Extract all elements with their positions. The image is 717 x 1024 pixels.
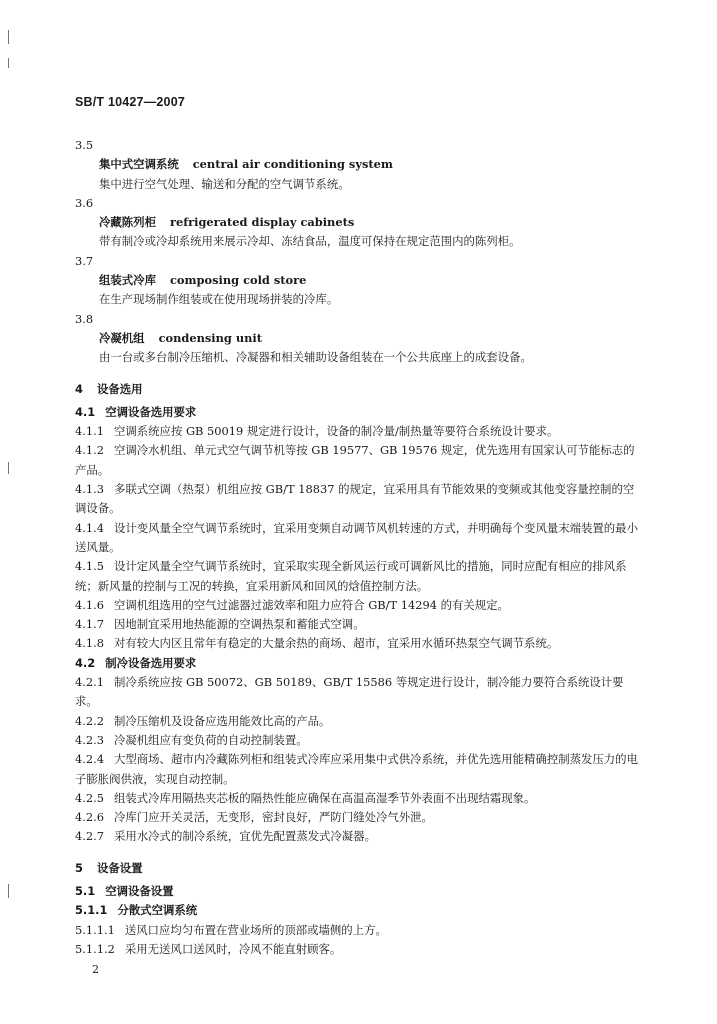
clause-text: 多联式空调（热泵）机组应按 GB/T 18837 的规定，宜采用具有节能效果的变频或其他变容量控制的空调设备。 — [75, 482, 635, 516]
clause-number: 4.2.7 — [75, 829, 104, 844]
clause-text: 组装式冷库用隔热夹芯板的隔热性能应确保在高温高湿季节外表面不出现结霜现象。 — [113, 790, 536, 805]
subsection-title: 制冷设备选用要求 — [105, 655, 197, 670]
clause-text: 冷库门应开关灵活，无变形，密封良好，严防门缝处冷气外泄。 — [113, 810, 433, 825]
clause — [75, 634, 645, 653]
clause — [75, 789, 645, 808]
term-definition: 由一台或多台制冷压缩机、冷凝器和相关辅助设备组装在一个公共底座上的成套设备。 — [99, 350, 532, 365]
term-number: 3.5 — [75, 138, 94, 152]
clause-number: 4.1.1 — [75, 424, 104, 439]
clause-text: 大型商场、超市内冷藏陈列柜和组装式冷库应采用集中式供冷系统，并优先选用能精确控制蒸发压力的电子膨胀阀供液，实现自动控制。 — [75, 752, 638, 786]
section-title: 设备选用 — [96, 381, 143, 396]
scan-edge-mark — [8, 30, 9, 44]
clause-text: 设计变风量全空气调节系统时，宜采用变频自动调节风机转速的方式，并明确每个变风量末端装置的最小送风量。 — [75, 520, 638, 554]
term-english: composing cold store — [169, 273, 307, 288]
scan-edge-mark — [8, 884, 9, 898]
clause — [75, 480, 645, 519]
clause — [75, 519, 645, 558]
standard-code-header: SB/T 10427—2007 — [75, 95, 186, 109]
term-english: refrigerated display cabinets — [169, 215, 355, 230]
term-number: 3.8 — [75, 311, 94, 326]
term-number: 3.6 — [75, 195, 94, 210]
term-definition: 在生产现场制作组装或在使用现场拼装的冷库。 — [99, 292, 339, 307]
clause — [75, 808, 645, 827]
subsection-number: 5.1.1 — [75, 903, 108, 918]
clause-number: 4.1.4 — [75, 520, 104, 535]
clause-text: 空调机组选用的空气过滤器过滤效率和阻力应符合 GB/T 14294 的有关规定。 — [113, 597, 509, 612]
scan-edge-mark — [8, 462, 9, 474]
subsection-title: 空调设备选用要求 — [105, 404, 197, 419]
clause — [75, 441, 645, 480]
clause — [75, 673, 645, 712]
term-chinese: 冷凝机组 — [99, 330, 145, 345]
document-body — [75, 136, 645, 959]
section-heading — [75, 380, 645, 399]
section-number: 4 — [75, 381, 83, 396]
clause — [75, 712, 645, 731]
clause-number: 4.2.4 — [75, 752, 104, 767]
clause-number: 4.1.3 — [75, 482, 104, 497]
clause-number: 4.2.6 — [75, 810, 104, 825]
clause-number: 4.2.5 — [75, 790, 104, 805]
clause-number: 4.1.7 — [75, 617, 104, 632]
subsection-heading — [75, 882, 645, 901]
clause — [75, 596, 645, 615]
clause — [75, 422, 645, 441]
clause-number: 4.1.8 — [75, 636, 104, 651]
clause — [75, 940, 645, 959]
term-definition: 带有制冷或冷却系统用来展示冷却、冻结食品，温度可保持在规定范围内的陈列柜。 — [99, 234, 521, 249]
subsection-heading — [75, 654, 645, 673]
subsection-heading — [75, 901, 645, 920]
clause-text: 制冷系统应按 GB 50072、GB 50189、GB/T 15586 等规定进行设计，制冷能力要符合系统设计要求。 — [75, 675, 624, 709]
term-heading — [75, 329, 645, 348]
clause — [75, 750, 645, 789]
clause-number: 5.1.1.1 — [75, 922, 115, 937]
subsection-number: 4.2 — [75, 655, 96, 670]
term-heading — [75, 271, 645, 290]
scan-edge-mark — [8, 58, 9, 68]
clause-text: 设计定风量全空气调节系统时，宜采取实现全新风运行或可调新风比的措施，同时应配有相应的排风系统；新风量的控制与工况的转换，宜采用新风和回风的焓值控制方法。 — [75, 559, 627, 593]
clause-text: 制冷压缩机及设备应选用能效比高的产品。 — [113, 713, 331, 728]
clause — [75, 827, 645, 846]
clause — [75, 921, 645, 940]
term-definition: 集中进行空气处理、输送和分配的空气调节系统。 — [99, 176, 350, 191]
section-title: 设备设置 — [96, 860, 143, 875]
clause-text: 因地制宜采用地热能源的空调热泵和蓄能式空调。 — [113, 617, 365, 632]
subsection-number: 5.1 — [75, 883, 96, 898]
subsection-title: 分散式空调系统 — [117, 903, 198, 918]
clause-number: 4.2.1 — [75, 675, 104, 690]
clause — [75, 557, 645, 596]
section-heading — [75, 859, 645, 878]
clause-number: 4.1.2 — [75, 443, 104, 458]
clause-text: 采用水冷式的制冷系统，宜优先配置蒸发式冷凝器。 — [113, 829, 376, 844]
term-english: central air conditioning system — [192, 157, 393, 172]
clause-number: 4.1.6 — [75, 597, 104, 612]
term-chinese: 组装式冷库 — [99, 273, 156, 288]
clause-text: 采用无送风口送风时，冷风不能直射顾客。 — [124, 941, 342, 956]
clause-number: 4.2.2 — [75, 713, 104, 728]
clause-number: 5.1.1.2 — [75, 941, 115, 956]
clause-number: 4.2.3 — [75, 732, 104, 747]
page-number: 2 — [92, 963, 99, 976]
term-english: condensing unit — [158, 330, 262, 345]
clause-number: 4.1.5 — [75, 559, 104, 574]
section-number: 5 — [75, 860, 83, 875]
subsection-heading — [75, 403, 645, 422]
subsection-title: 空调设备设置 — [105, 883, 174, 898]
clause — [75, 615, 645, 634]
term-chinese: 集中式空调系统 — [99, 157, 179, 172]
clause-text: 对有较大内区且常年有稳定的大量余热的商场、超市，宜采用水循环热泵空气调节系统。 — [113, 636, 559, 651]
clause-text: 送风口应均匀布置在营业场所的顶部或墙侧的上方。 — [124, 922, 387, 937]
clause — [75, 731, 645, 750]
clause-text: 空调系统应按 GB 50019 规定进行设计，设备的制冷量/制热量等要符合系统设计要求。 — [113, 424, 559, 439]
subsection-number: 4.1 — [75, 404, 96, 419]
term-chinese: 冷藏陈列柜 — [99, 215, 156, 230]
clause-text: 冷凝机组应有变负荷的自动控制装置。 — [113, 732, 308, 747]
term-heading — [75, 155, 645, 174]
term-number: 3.7 — [75, 253, 94, 268]
clause-text: 空调冷水机组、单元式空气调节机等按 GB 19577、GB 19576 规定，优先选用有国家认可节能标志的产品。 — [75, 443, 635, 477]
term-heading — [75, 213, 645, 232]
